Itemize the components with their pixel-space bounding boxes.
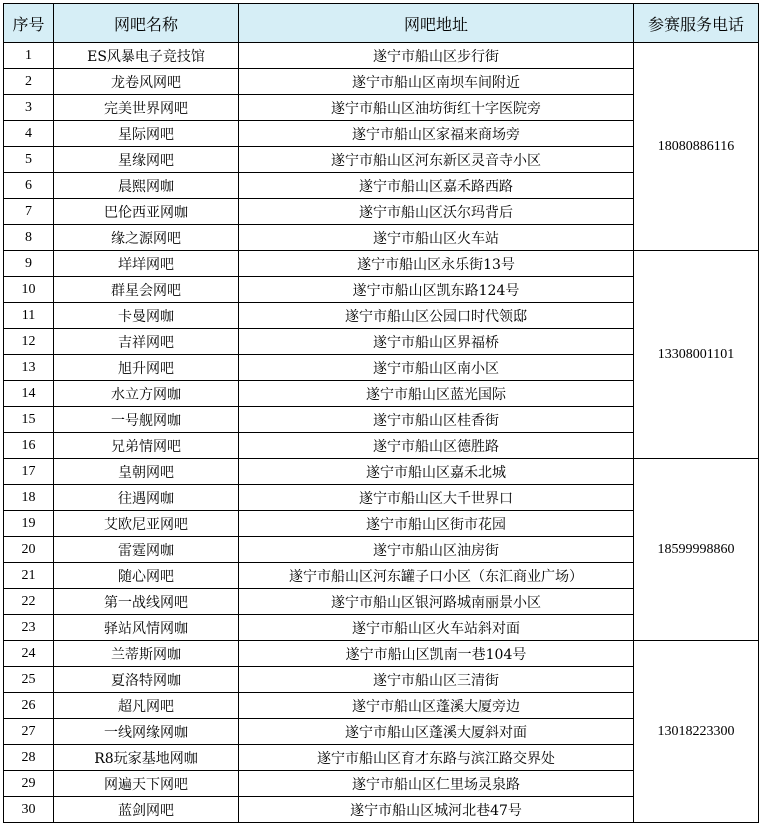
row-index: 3 <box>4 95 54 121</box>
cafe-name: 兰蒂斯网咖 <box>54 641 239 667</box>
row-index: 13 <box>4 355 54 381</box>
cafe-name: 巴伦西亚网咖 <box>54 199 239 225</box>
cafe-address: 遂宁市船山区三清街 <box>239 667 634 693</box>
cafe-address: 遂宁市船山区南坝车间附近 <box>239 69 634 95</box>
cafe-address: 遂宁市船山区蓬溪大厦旁边 <box>239 693 634 719</box>
table-row <box>4 43 759 69</box>
cafe-address: 遂宁市船山区河东罐子口小区（东汇商业广场） <box>239 563 634 589</box>
row-index: 27 <box>4 719 54 745</box>
cafe-address: 遂宁市船山区沃尔玛背后 <box>239 199 634 225</box>
row-index: 7 <box>4 199 54 225</box>
row-index: 12 <box>4 329 54 355</box>
row-index: 20 <box>4 537 54 563</box>
header-cafe-name: 网吧名称 <box>54 4 239 43</box>
row-index: 6 <box>4 173 54 199</box>
service-phone: 18080886116 <box>634 43 759 251</box>
cafe-name: 晨熙网咖 <box>54 173 239 199</box>
cafe-name: 随心网吧 <box>54 563 239 589</box>
row-index: 9 <box>4 251 54 277</box>
service-phone: 18599998860 <box>634 459 759 641</box>
row-index: 21 <box>4 563 54 589</box>
row-index: 10 <box>4 277 54 303</box>
cafe-address: 遂宁市船山区永乐街13号 <box>239 251 634 277</box>
cafe-address: 遂宁市船山区家福来商场旁 <box>239 121 634 147</box>
cafe-name: 一线网缘网咖 <box>54 719 239 745</box>
cafe-address: 遂宁市船山区油房街 <box>239 537 634 563</box>
cafe-address: 遂宁市船山区步行街 <box>239 43 634 69</box>
cafe-address: 遂宁市船山区蓬溪大厦斜对面 <box>239 719 634 745</box>
cafe-name: 艾欧尼亚网吧 <box>54 511 239 537</box>
cafe-name: 群星会网吧 <box>54 277 239 303</box>
header-index: 序号 <box>4 4 54 43</box>
cafe-name: 往遇网咖 <box>54 485 239 511</box>
row-index: 4 <box>4 121 54 147</box>
table-header <box>4 4 759 43</box>
table-row <box>4 251 759 277</box>
cafe-name: 驿站风情网咖 <box>54 615 239 641</box>
cafe-name: 蓝剑网吧 <box>54 797 239 823</box>
cafe-name: 超凡网吧 <box>54 693 239 719</box>
cafe-name: 完美世界网吧 <box>54 95 239 121</box>
header-service-phone: 参赛服务电话 <box>634 4 759 43</box>
cafe-name: 水立方网咖 <box>54 381 239 407</box>
row-index: 5 <box>4 147 54 173</box>
cafe-address: 遂宁市船山区嘉禾北城 <box>239 459 634 485</box>
cafe-name: 夏洛特网咖 <box>54 667 239 693</box>
row-index: 26 <box>4 693 54 719</box>
cafe-address: 遂宁市船山区公园口时代领邸 <box>239 303 634 329</box>
cafe-name: 垟垟网吧 <box>54 251 239 277</box>
cafe-name: 星缘网吧 <box>54 147 239 173</box>
cafe-address: 遂宁市船山区银河路城南丽景小区 <box>239 589 634 615</box>
cafe-address: 遂宁市船山区南小区 <box>239 355 634 381</box>
cafe-address: 遂宁市船山区育才东路与滨江路交界处 <box>239 745 634 771</box>
service-phone: 13018223300 <box>634 641 759 823</box>
cafe-address: 遂宁市船山区界福桥 <box>239 329 634 355</box>
cafe-name: 缘之源网吧 <box>54 225 239 251</box>
row-index: 24 <box>4 641 54 667</box>
cafe-name: 龙卷风网吧 <box>54 69 239 95</box>
row-index: 8 <box>4 225 54 251</box>
cafe-name: 旭升网吧 <box>54 355 239 381</box>
row-index: 30 <box>4 797 54 823</box>
row-index: 14 <box>4 381 54 407</box>
row-index: 18 <box>4 485 54 511</box>
cafe-address: 遂宁市船山区嘉禾路西路 <box>239 173 634 199</box>
cafe-name: 卡曼网咖 <box>54 303 239 329</box>
table-row <box>4 641 759 667</box>
row-index: 23 <box>4 615 54 641</box>
cafe-address: 遂宁市船山区桂香街 <box>239 407 634 433</box>
service-phone: 13308001101 <box>634 251 759 459</box>
row-index: 25 <box>4 667 54 693</box>
cafe-name: ES风暴电子竞技馆 <box>54 43 239 69</box>
cafe-name: 星际网吧 <box>54 121 239 147</box>
row-index: 1 <box>4 43 54 69</box>
row-index: 15 <box>4 407 54 433</box>
row-index: 11 <box>4 303 54 329</box>
header-row <box>4 4 759 43</box>
cafe-address: 遂宁市船山区凯东路124号 <box>239 277 634 303</box>
cafe-address: 遂宁市船山区城河北巷47号 <box>239 797 634 823</box>
cafe-address: 遂宁市船山区大千世界口 <box>239 485 634 511</box>
cafe-address: 遂宁市船山区火车站斜对面 <box>239 615 634 641</box>
cafe-name: 雷霆网咖 <box>54 537 239 563</box>
cafe-address: 遂宁市船山区火车站 <box>239 225 634 251</box>
row-index: 19 <box>4 511 54 537</box>
cafe-address: 遂宁市船山区街市花园 <box>239 511 634 537</box>
cafe-address: 遂宁市船山区凯南一巷104号 <box>239 641 634 667</box>
cafe-name: 皇朝网吧 <box>54 459 239 485</box>
row-index: 28 <box>4 745 54 771</box>
internet-cafe-table <box>3 3 759 823</box>
row-index: 29 <box>4 771 54 797</box>
header-cafe-address: 网吧地址 <box>239 4 634 43</box>
row-index: 22 <box>4 589 54 615</box>
row-index: 17 <box>4 459 54 485</box>
cafe-name: R8玩家基地网咖 <box>54 745 239 771</box>
cafe-address: 遂宁市船山区德胜路 <box>239 433 634 459</box>
cafe-address: 遂宁市船山区河东新区灵音寺小区 <box>239 147 634 173</box>
row-index: 2 <box>4 69 54 95</box>
cafe-name: 吉祥网吧 <box>54 329 239 355</box>
cafe-address: 遂宁市船山区油坊街红十字医院旁 <box>239 95 634 121</box>
cafe-name: 兄弟情网吧 <box>54 433 239 459</box>
cafe-name: 一号舰网咖 <box>54 407 239 433</box>
cafe-address: 遂宁市船山区仁里场灵泉路 <box>239 771 634 797</box>
cafe-address: 遂宁市船山区蓝光国际 <box>239 381 634 407</box>
table-row <box>4 459 759 485</box>
cafe-name: 网遍天下网吧 <box>54 771 239 797</box>
cafe-name: 第一战线网吧 <box>54 589 239 615</box>
table-body <box>4 43 759 823</box>
row-index: 16 <box>4 433 54 459</box>
